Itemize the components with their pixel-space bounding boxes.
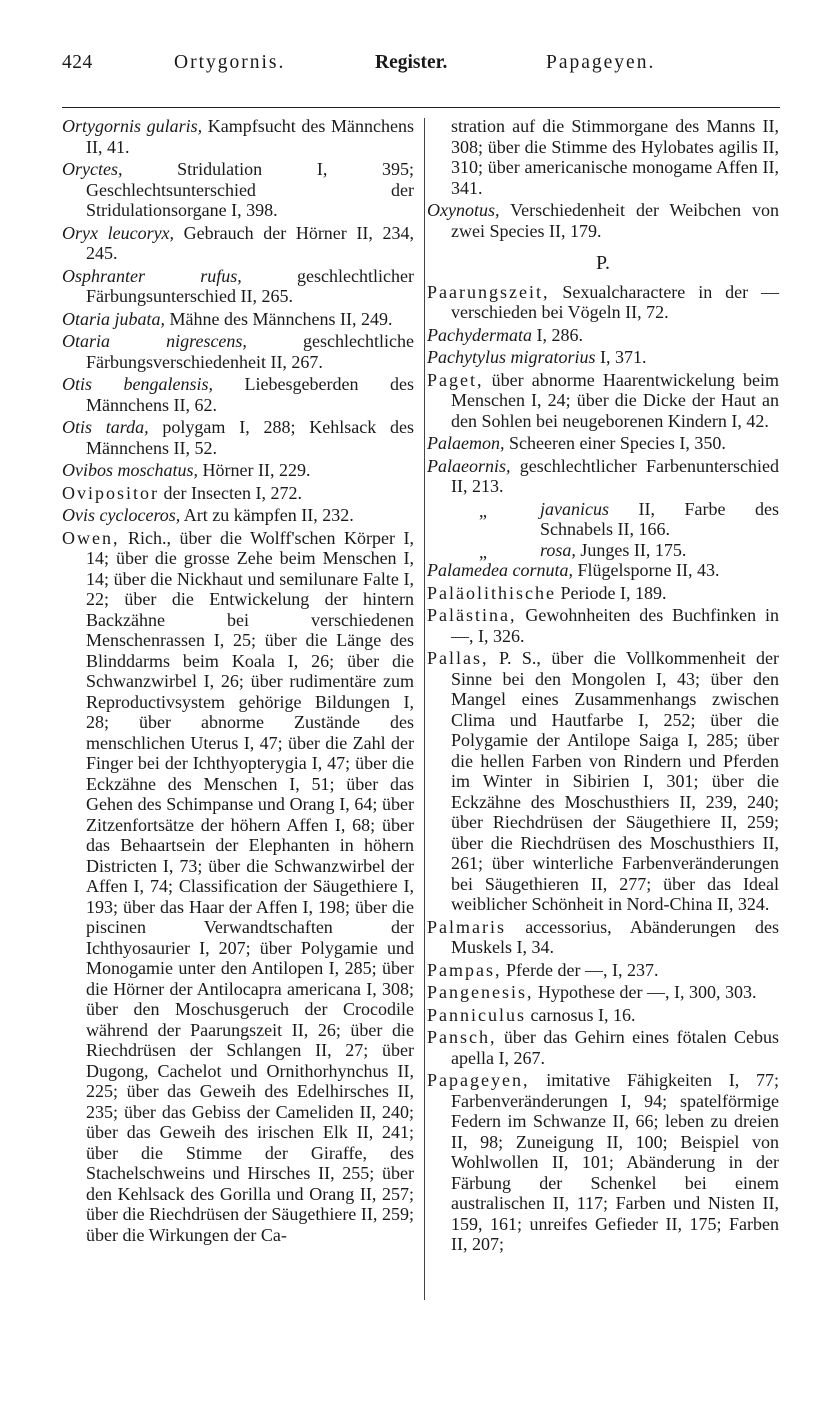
index-entry xyxy=(427,325,779,346)
entry-body: über das Gehirn eines fötalen Cebus apella I, 267. xyxy=(451,1027,779,1068)
entry-lemma: Paarungszeit, xyxy=(427,281,550,302)
entry-lemma: Pansch, xyxy=(427,1027,497,1047)
continuation-text: stration auf die Stimmorgane des Manns II, 308; über die Stimme des Hylobates agilis II, 310; über americanische monogame Affen II, 341. xyxy=(451,116,779,198)
center-running-head: Register. xyxy=(375,52,448,73)
ditto-mark: „ xyxy=(479,500,487,521)
entry-lemma: Ovipositor xyxy=(62,482,160,503)
entry-lemma: Otaria jubata, xyxy=(62,308,166,329)
index-entry xyxy=(427,648,779,915)
entry-lemma: Owen, xyxy=(62,527,120,548)
index-entry xyxy=(62,505,414,526)
entry-lemma: Palaeornis, xyxy=(427,455,511,476)
index-entry xyxy=(427,560,779,581)
subentry-body: II, Farbe des Schnabels II, 166. xyxy=(540,498,779,539)
entry-lemma: Palmaris xyxy=(427,916,506,937)
entry-body: accessorius, Abänderungen des Muskels I, 34. xyxy=(451,916,779,957)
index-entry xyxy=(427,960,779,981)
index-entry xyxy=(427,605,779,646)
entry-body: Art zu kämpfen II, 232. xyxy=(180,505,354,525)
index-entry xyxy=(427,282,779,323)
entry-lemma: Otis tarda, xyxy=(62,417,149,437)
right-column xyxy=(427,116,779,1257)
index-entry xyxy=(62,460,414,481)
index-entry xyxy=(427,1070,779,1255)
entry-body: carnosus I, 16. xyxy=(526,1004,636,1025)
index-entry xyxy=(427,1027,779,1068)
column-divider xyxy=(424,118,425,1300)
entry-lemma: Paläolithische xyxy=(427,582,556,603)
index-entry xyxy=(427,1005,779,1026)
header-rule xyxy=(62,107,780,108)
index-entry xyxy=(427,583,779,604)
entry-lemma: Osphranter rufus, xyxy=(62,265,242,286)
left-column xyxy=(62,116,414,1247)
section-letter: P. xyxy=(596,252,610,274)
entry-lemma: Oryx leucoryx, xyxy=(62,222,175,243)
index-entry xyxy=(62,309,414,330)
entry-lemma: Paget, xyxy=(427,369,484,390)
entry-body: über abnorme Haarentwickelung beim Menschen I, 24; über die Dicke der Haut an den Sohlen bei neugeborenen Kindern I, 42. xyxy=(451,369,779,431)
entry-body: Rich., über die Wolff'schen Körper I, 14; über die grosse Zehe beim Menschen I, 14; über die Nickhaut und semilunare Falte I, 22; über die Entwickelung der hintern Backzähne bei verschiedenen Menschenrassen I, 25; über die Länge des Blinddarms beim Koala I, 26; über die Schwanzwirbel I, 26; über rudimentäre zum Reproductivsystem gehörige Bildungen I, 28; über abnorme Zustände des menschlichen Uterus I, 47; über die Zahl der Finger bei der Ichthyopterygia I, 47; über die Eckzähne des Menschen I, 51; über das Gehen des Schimpanse und Orang I, 64; über Zitzenfortsätze der höhern Affen I, 68; über das Behaartsein der Elephanten in höhern Districten I, 73; über die Schwanzwirbel der Affen I, 74; Classification der Säugethiere I, 193; über das Haar der Affen I, 198; über die piscinen Verwandtschaften der Ichthyosaurier I, 207; über Polygamie und Monogamie unter den Antilopen I, 285; über die Hörner der Antilocapra americana I, 308; über den Moschusgeruch der Crocodile während der Paarungszeit II, 26; über die Riechdrüsen der Schlangen II, 27; über Dugong, Cachelot und Ornithorhynchus II, 225; über das Geweih des Edelhirsches II, 235; über das Gebiss der Cameliden II, 240; über das Geweih des irischen Elk II, 241; über die Stimme der Giraffe, des Stachelschweins und Hirsches II, 255; über den Kehlsack des Gorilla und Orang II, 257; über die Riechdrüsen der Säugethiere II, 259; über die Wirkungen der Ca- xyxy=(86,527,414,1245)
index-entry xyxy=(62,159,414,221)
entry-lemma: Ortygornis gularis, xyxy=(62,116,203,136)
entry-body: Hypothese der —, I, 300, 303. xyxy=(533,982,757,1002)
index-subentry xyxy=(427,499,779,540)
entry-body: Gewohnheiten des Buchfinken in —, I, 326. xyxy=(451,605,779,646)
entry-body: der Insecten I, 272. xyxy=(159,482,302,503)
index-entry xyxy=(62,223,414,264)
entry-lemma: Ovis cycloceros, xyxy=(62,505,181,525)
index-entry xyxy=(427,917,779,958)
entry-body: Sexualcharactere in der — verschieden bei Vögeln II, 72. xyxy=(451,281,779,322)
entry-body: Hörner II, 229. xyxy=(198,460,311,480)
entry-body: Gebrauch der Hörner II, 234, 245. xyxy=(86,222,414,263)
subentry-body: Junges II, 175. xyxy=(575,539,687,560)
entry-body: I, 371. xyxy=(595,347,647,367)
entry-lemma: Pachytylus migratorius xyxy=(427,347,596,367)
entry-lemma: Panniculus xyxy=(427,1004,526,1025)
entry-body: Kampfsucht des Männchens II, 41. xyxy=(86,116,414,157)
index-entry xyxy=(62,528,414,1246)
entry-body: geschlechtliche Färbungsverschiedenheit II, 267. xyxy=(86,331,414,372)
entry-lemma: Palästina, xyxy=(427,605,517,625)
index-entry xyxy=(427,433,779,454)
entry-lemma: Oryctes, xyxy=(62,159,123,179)
index-entry xyxy=(62,483,414,504)
index-entry xyxy=(427,347,779,368)
subentry-lemma: rosa, xyxy=(540,539,576,560)
subentry-lemma: javanicus xyxy=(540,498,609,519)
entry-lemma: Pallas, xyxy=(427,648,489,668)
entry-lemma: Pachydermata xyxy=(427,324,532,345)
index-entry xyxy=(62,374,414,415)
ditto-mark: „ xyxy=(479,541,487,562)
entry-body: Pferde der —, I, 237. xyxy=(501,959,659,980)
index-entry xyxy=(62,417,414,458)
entry-lemma: Oxynotus, xyxy=(427,200,500,220)
entry-body: Scheeren einer Species I, 350. xyxy=(504,433,726,453)
entry-body: I, 286. xyxy=(531,324,583,345)
entry-lemma: Pangenesis, xyxy=(427,982,534,1002)
index-entry xyxy=(427,982,779,1003)
entry-body: imitative Fähigkeiten I, 77; Farbenveränderungen I, 94; spatelförmige Federn im Schwanze II, 66; leben zu dreien II, 98; Zuneigung II, 100; Beispiel von Wohlwollen II, 101; Abänderung in der Färbung der Schenkel bei einem australischen II, 117; Farben und Nisten II, 159, 161; unreifes Gefieder II, 175; Farben II, 207; xyxy=(451,1070,779,1254)
entry-body: polygam I, 288; Kehlsack des Männchens II, 52. xyxy=(86,417,415,458)
page-number: 424 xyxy=(62,52,93,73)
entry-body: P. S., über die Vollkommenheit der Sinne bei den Mongolen I, 43; über den Mangel eines Zusammenhangs zwischen Clima und Hautfarbe I, 252; über die Polygamie der Antilope Saiga I, 285; über die hellen Farben von Rindern und Pferden im Winter in Sibirien I, 301; über die Eckzähne des Moschusthiers II, 239, 240; über Riechdrüsen der Säugethiere II, 259; über die Riechdrüsen des Moschusthiers II, 261; über winterliche Farbenveränderungen bei Säugethieren II, 277; über das Ideal weiblicher Schönheit in Nord-China II, 324. xyxy=(451,648,779,914)
entry-body: Periode I, 189. xyxy=(555,582,667,603)
entry-body: Stridulation I, 395; Geschlechtsunterschied der Stridulationsorgane I, 398. xyxy=(86,159,414,220)
entry-body: geschlechtlicher Färbungsunterschied II, 265. xyxy=(86,265,414,306)
index-subentry xyxy=(427,540,779,561)
entry-body: Flügelsporne II, 43. xyxy=(572,560,720,580)
index-entry xyxy=(62,266,414,307)
entry-body: Verschiedenheit der Weibchen von zwei Species II, 179. xyxy=(451,200,779,241)
entry-body: Mähne des Männchens II, 249. xyxy=(165,308,393,329)
left-running-head: Ortygornis. xyxy=(174,52,286,73)
entry-lemma: Palaemon, xyxy=(427,433,505,453)
index-entry xyxy=(427,200,779,241)
index-entry xyxy=(427,370,779,432)
entry-lemma: Ovibos moschatus, xyxy=(62,460,198,480)
index-entry xyxy=(62,331,414,372)
entry-lemma: Palamedea cornuta, xyxy=(427,560,573,580)
index-entry xyxy=(427,456,779,497)
index-entry xyxy=(62,116,414,157)
right-running-head: Papageyen. xyxy=(546,52,656,73)
entry-body: Liebesgeberden des Männchens II, 62. xyxy=(86,374,415,415)
entry-lemma: Papageyen, xyxy=(427,1070,530,1090)
entry-lemma: Otaria nigrescens, xyxy=(62,331,247,351)
entry-lemma: Otis bengalensis, xyxy=(62,374,214,394)
entry-body: geschlechtlicher Farbenunterschied II, 213. xyxy=(451,455,779,496)
running-header xyxy=(62,52,780,82)
entry-lemma: Pampas, xyxy=(427,959,502,980)
